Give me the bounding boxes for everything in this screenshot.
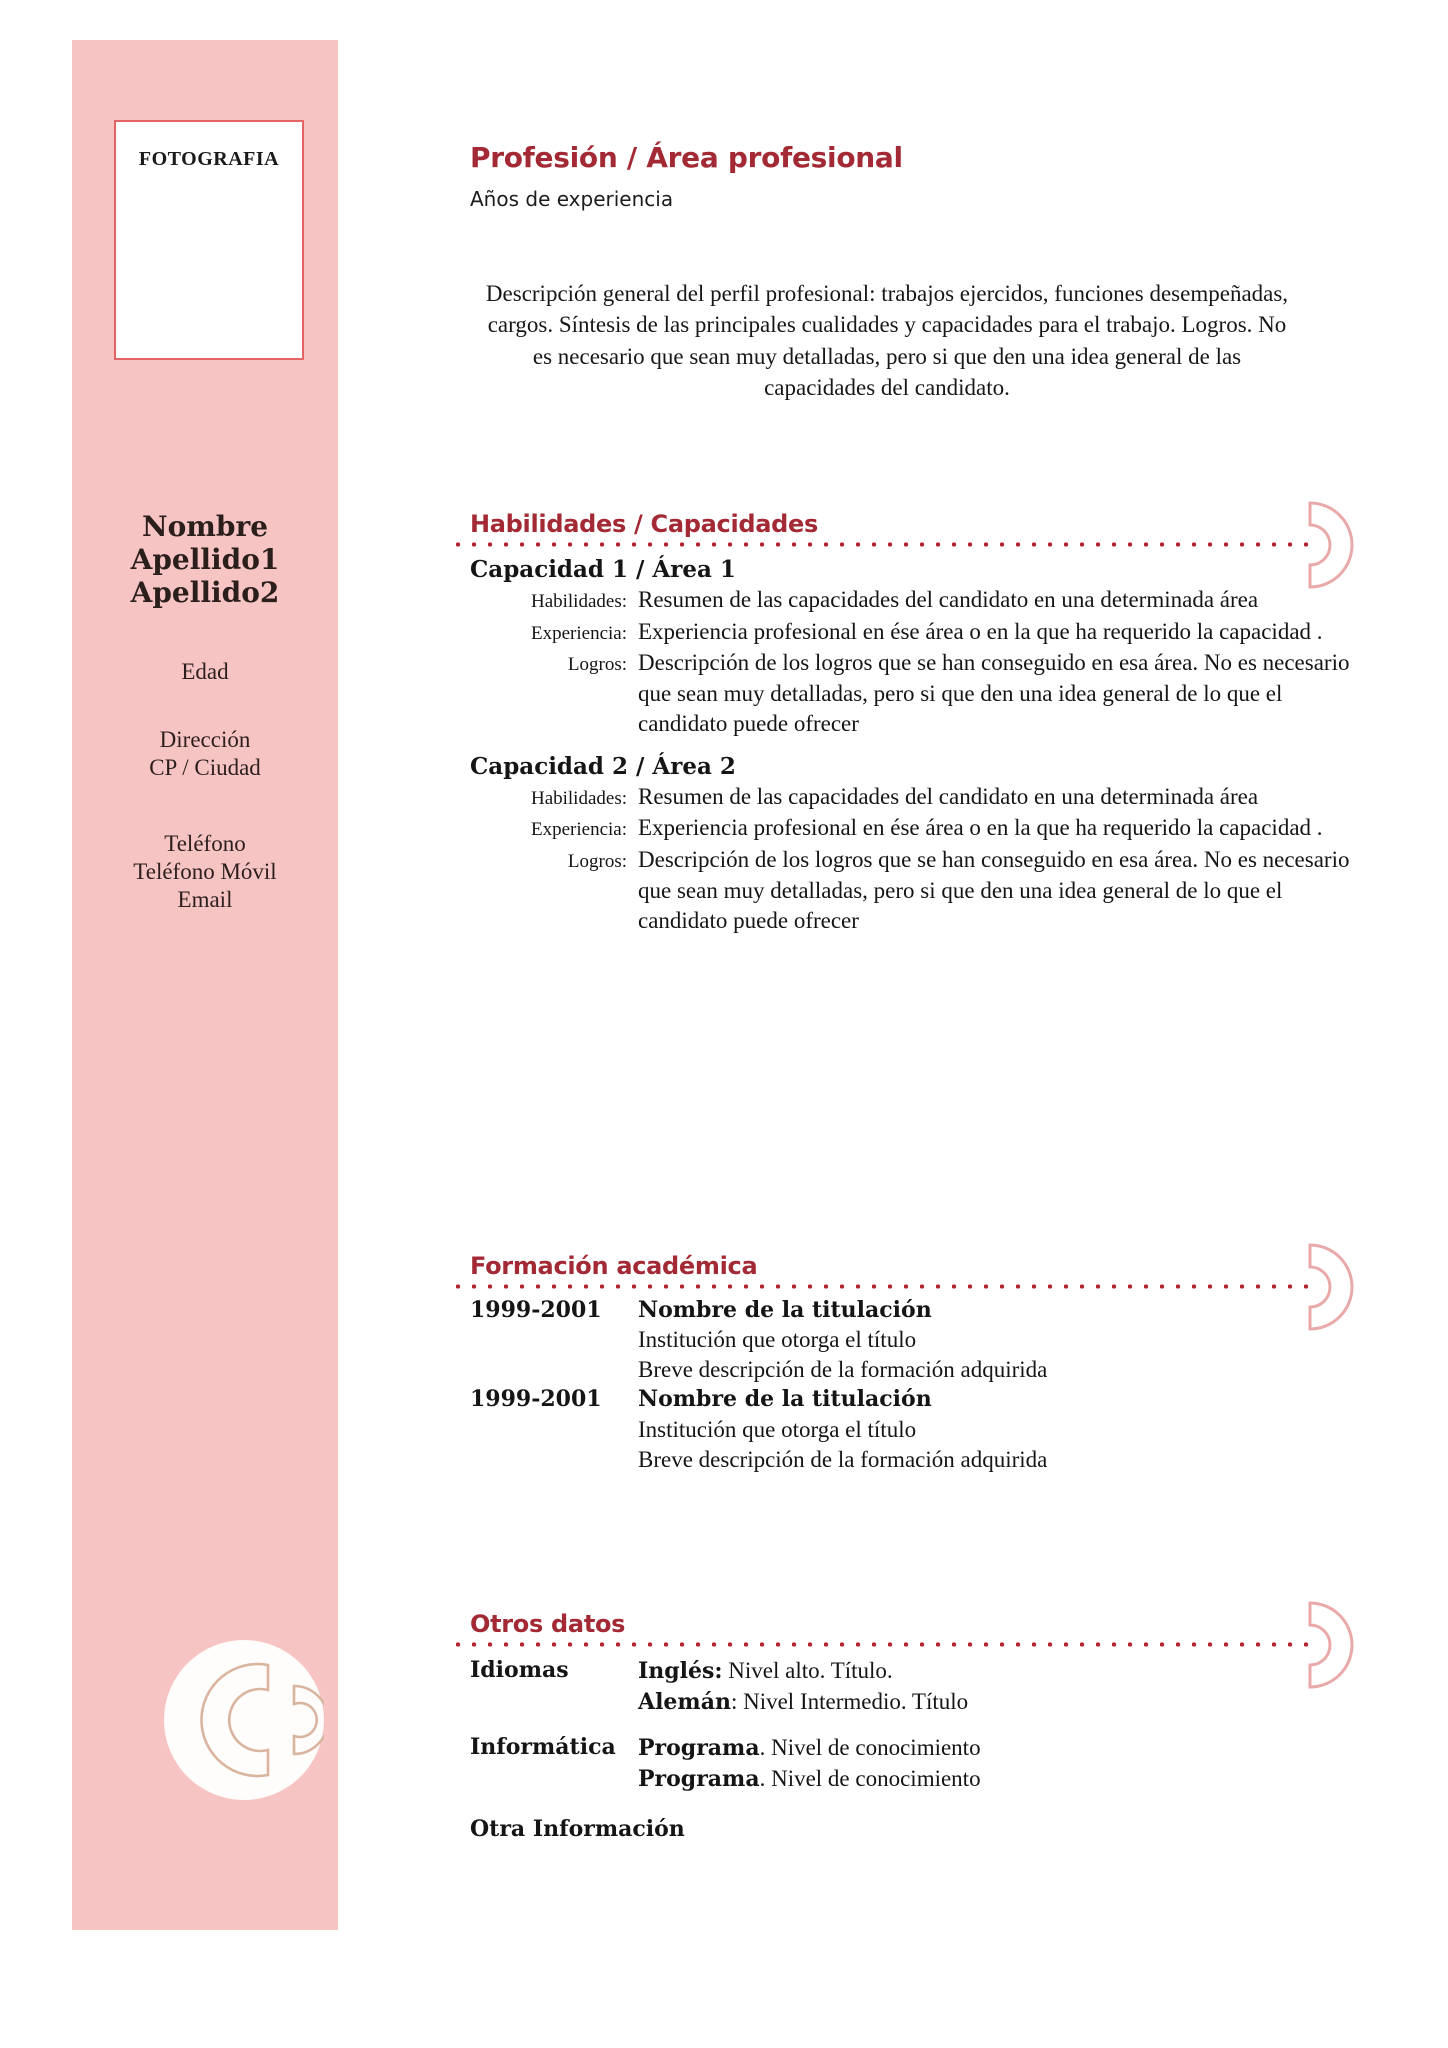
skill-row: [470, 617, 1350, 648]
section-heading-education: Formación académica: [470, 1251, 758, 1280]
name-line-surname2: Apellido2: [130, 576, 280, 610]
brand-logo-icon: [164, 1640, 324, 1800]
software-entry: [638, 1764, 1350, 1795]
education-body: [638, 1385, 1350, 1474]
photo-placeholder-box[interactable]: [114, 120, 304, 360]
age-block: [72, 658, 338, 686]
logo-circle-background: [164, 1640, 324, 1800]
software-name: Programa: [638, 1735, 760, 1762]
skill-row-label: Logros:: [567, 851, 627, 873]
skill-row-text: Descripción de los logros que se han conseguido en esa área. No es necesario que sean muy detalladas, pero si que den una idea general de lo que el candidato puede ofrecer: [638, 847, 1350, 934]
software-label: Informática: [470, 1734, 616, 1761]
education-item: [470, 1296, 1350, 1385]
language-level: : Nivel Intermedio. Título: [730, 1688, 969, 1714]
education-item: [470, 1385, 1350, 1474]
brand-logo: [164, 1640, 324, 1800]
education-years: 1999-2001: [470, 1297, 602, 1323]
skill-row: [470, 782, 1350, 813]
education-institution: Institución que otorga el título: [638, 1327, 917, 1353]
education-list: [470, 1296, 1350, 1475]
extra-information-label: Otra Información: [470, 1816, 685, 1843]
address-block: [72, 726, 338, 782]
photo-placeholder-label: FOTOGRAFIA: [138, 148, 280, 170]
skill-item: [470, 753, 1350, 937]
dotted-rule: [450, 1642, 1312, 1647]
page-title: Profesión / Área profesional: [470, 140, 903, 174]
languages-label: Idiomas: [470, 1657, 569, 1683]
skill-row-label: Experiencia:: [530, 622, 627, 644]
section-divider-other: [450, 1640, 1330, 1648]
language-name: Alemán: [638, 1688, 731, 1715]
skills-list: [470, 556, 1350, 938]
software-row: [470, 1733, 1350, 1794]
language-entry: [638, 1656, 1350, 1687]
education-institution: Institución que otorga el título: [638, 1416, 917, 1442]
address-line-city: CP / Ciudad: [149, 755, 261, 781]
language-name: Inglés:: [638, 1658, 723, 1684]
education-title: Nombre de la titulación: [638, 1386, 932, 1413]
skill-title: Capacidad 2 / Área 2: [470, 752, 736, 780]
contact-phone: Teléfono: [164, 831, 246, 856]
software-body: [638, 1733, 1350, 1794]
contact-mobile: Teléfono Móvil: [133, 859, 277, 885]
spacer: [470, 741, 1350, 753]
years-of-experience: Años de experiencia: [470, 187, 674, 211]
section-divider-education: [450, 1282, 1330, 1290]
skill-row-text: Experiencia profesional en ése área o en la que ha requerido la capacidad .: [638, 815, 1323, 841]
education-years: 1999-2001: [470, 1386, 602, 1413]
language-level: Nivel alto. Título.: [722, 1658, 893, 1683]
section-divider-skills: [450, 540, 1330, 548]
education-body: [638, 1296, 1350, 1385]
section-heading-other: Otros datos: [470, 1609, 626, 1638]
skill-row: [470, 585, 1350, 616]
skill-item: [470, 556, 1350, 740]
education-title: Nombre de la titulación: [638, 1297, 932, 1323]
skill-row-label: Logros:: [567, 654, 627, 676]
skill-title: Capacidad 1 / Área 1: [470, 556, 736, 583]
skill-row-label: Experiencia:: [530, 819, 627, 841]
software-level: . Nivel de conocimiento: [759, 1735, 981, 1761]
dotted-rule: [450, 1284, 1312, 1289]
section-heading-skills: Habilidades / Capacidades: [470, 509, 818, 538]
languages-row: [470, 1656, 1350, 1717]
software-level: . Nivel de conocimiento: [759, 1765, 981, 1791]
languages-body: [638, 1656, 1350, 1717]
name-line-first: Nombre: [141, 510, 269, 543]
candidate-name: [72, 510, 338, 609]
contact-block: [72, 830, 338, 914]
skill-row-text: Experiencia profesional en ése área o en la que ha requerido la capacidad .: [638, 618, 1323, 644]
education-description: Breve descripción de la formación adquirida: [638, 1357, 1048, 1383]
skill-row: [470, 648, 1350, 740]
sidebar: [72, 40, 338, 1930]
skill-row-label: Habilidades:: [530, 787, 627, 809]
skill-row: [470, 813, 1350, 844]
skill-row-label: Habilidades:: [530, 591, 627, 612]
name-line-surname1: Apellido1: [130, 543, 280, 577]
contact-email: Email: [177, 887, 233, 913]
education-description: Breve descripción de la formación adquirida: [638, 1446, 1048, 1472]
language-entry: [638, 1687, 1350, 1718]
dotted-rule: [450, 542, 1312, 547]
age-label: Edad: [181, 659, 229, 684]
skill-row-text: Descripción de los logros que se han conseguido en esa área. No es necesario que sean muy detalladas, pero si que den una idea general de lo que el candidato puede ofrecer: [638, 650, 1350, 737]
profile-description: Descripción general del perfil profesional: trabajos ejercidos, funciones desempeñadas, cargos. Síntesis de las principales cualidades y capacidades para el trabajo. Logros. No es necesario que sean muy detalladas, pero si que den una idea general de las capacidades del candidato.: [485, 281, 1289, 400]
skill-row-text: Resumen de las capacidades del candidato en una determinada área: [638, 587, 1259, 612]
software-name: Programa: [638, 1765, 760, 1792]
other-data-list: [470, 1656, 1350, 1842]
software-entry: [638, 1733, 1350, 1764]
skill-row-text: Resumen de las capacidades del candidato en una determinada área: [638, 783, 1259, 809]
address-line-street: Dirección: [159, 727, 251, 752]
skill-row: [470, 845, 1350, 937]
